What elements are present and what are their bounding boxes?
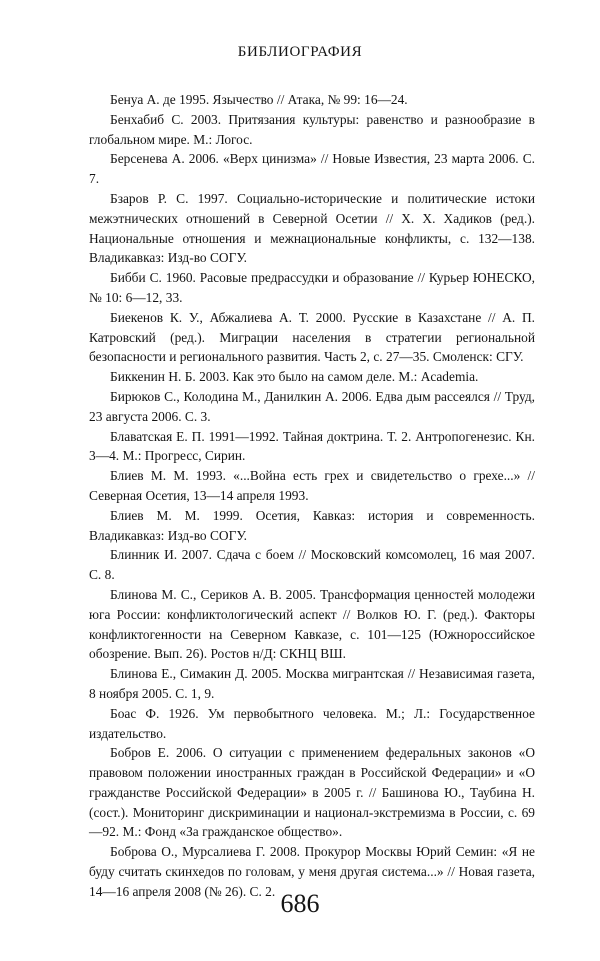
page-number: 686 bbox=[280, 889, 320, 918]
page-header: БИБЛИОГРАФИЯ bbox=[237, 44, 363, 60]
bibliography-entry: Блинник И. 2007. Сдача с боем // Московский комсомолец, 16 мая 2007. С. 8. bbox=[89, 547, 535, 583]
bibliography-entry: Бзаров Р. С. 1997. Социально-исторические и политические истоки межэтнических отношений в Северной Осетии // Х. Х. Хадиков (ред.). Национальные отношения и межнациональные конфликты, с. 132—138. Владикавказ: Изд-во СОГУ. bbox=[89, 190, 535, 266]
bibliography-entry: Бенхабиб С. 2003. Притязания культуры: равенство и разнообразие в глобальном мире. М.: Логос. bbox=[89, 111, 535, 147]
bibliography-entry: Блаватская Е. П. 1991—1992. Тайная доктрина. Т. 2. Антропогенезис. Кн. 3—4. М.: Прогресс, Сирин. bbox=[89, 428, 535, 464]
bibliography-list bbox=[89, 90, 535, 902]
bibliography-entry: Боас Ф. 1926. Ум первобытного человека. М.; Л.: Государственное издательство. bbox=[89, 705, 535, 741]
bibliography-entry: Бирюков С., Колодина М., Данилкин А. 2006. Едва дым рассеялся // Труд, 23 августа 2006. С. 3. bbox=[89, 388, 535, 424]
bibliography-entry: Бобров Е. 2006. О ситуации с применением федеральных законов «О правовом положении иностранных граждан в Российской Федерации» и «О гражданстве Российской Федерации» в 2005 г. // Башинова Ю., Таубина Н. (сост.). Мониторинг дискриминации и национал-экстремизма в России, с. 69—92. М.: Фонд «За гражданское общество». bbox=[89, 745, 535, 840]
bibliography-entry: Бенуа А. де 1995. Язычество // Атака, № 99: 16—24. bbox=[110, 92, 408, 107]
bibliography-entry: Бибби С. 1960. Расовые предрассудки и образование // Курьер ЮНЕСКО, № 10: 6—12, 33. bbox=[89, 270, 535, 305]
bibliography-entry: Блиев М. М. 1999. Осетия, Кавказ: история и современность. Владикавказ: Изд-во СОГУ. bbox=[89, 507, 535, 543]
bibliography-entry: Блинова Е., Симакин Д. 2005. Москва мигрантская // Независимая газета, 8 ноября 2005. С. 1, 9. bbox=[89, 666, 535, 701]
bibliography-entry: Блиев М. М. 1993. «...Война есть грех и свидетельство о грехе...» // Северная Осетия, 13—14 апреля 1993. bbox=[89, 468, 535, 503]
bibliography-entry: Берсенева А. 2006. «Верх цинизма» // Новые Известия, 23 марта 2006. С. 7. bbox=[89, 151, 535, 187]
bibliography-entry: Боброва О., Мурсалиева Г. 2008. Прокурор Москвы Юрий Семин: «Я не буду считать скинхедов по головам, у меня другая система...» // Новая газета, 14—16 апреля 2008 (№ 26). С. 2. bbox=[89, 844, 535, 899]
bibliography-entry: Биекенов К. У., Абжалиева А. Т. 2000. Русские в Казахстане // А. П. Катровский (ред.). Миграции населения в стратегии региональной безопасности и регионального развития. Часть 2, с. 27—35. Смоленск: СГУ. bbox=[89, 309, 535, 365]
bibliography-entry: Биккенин Н. Б. 2003. Как это было на самом деле. М.: Academia. bbox=[110, 369, 479, 385]
bibliography-entry: Блинова М. С., Сериков А. В. 2005. Трансформация ценностей молодежи юга России: конфликтологический аспект // Волков Ю. Г. (ред.). Факторы конфликтогенности на Северном Кавказе, с. 101—125 (Южнороссийское обозрение. Вып. 26). Ростов н/Д: СКНЦ ВШ. bbox=[89, 586, 535, 662]
